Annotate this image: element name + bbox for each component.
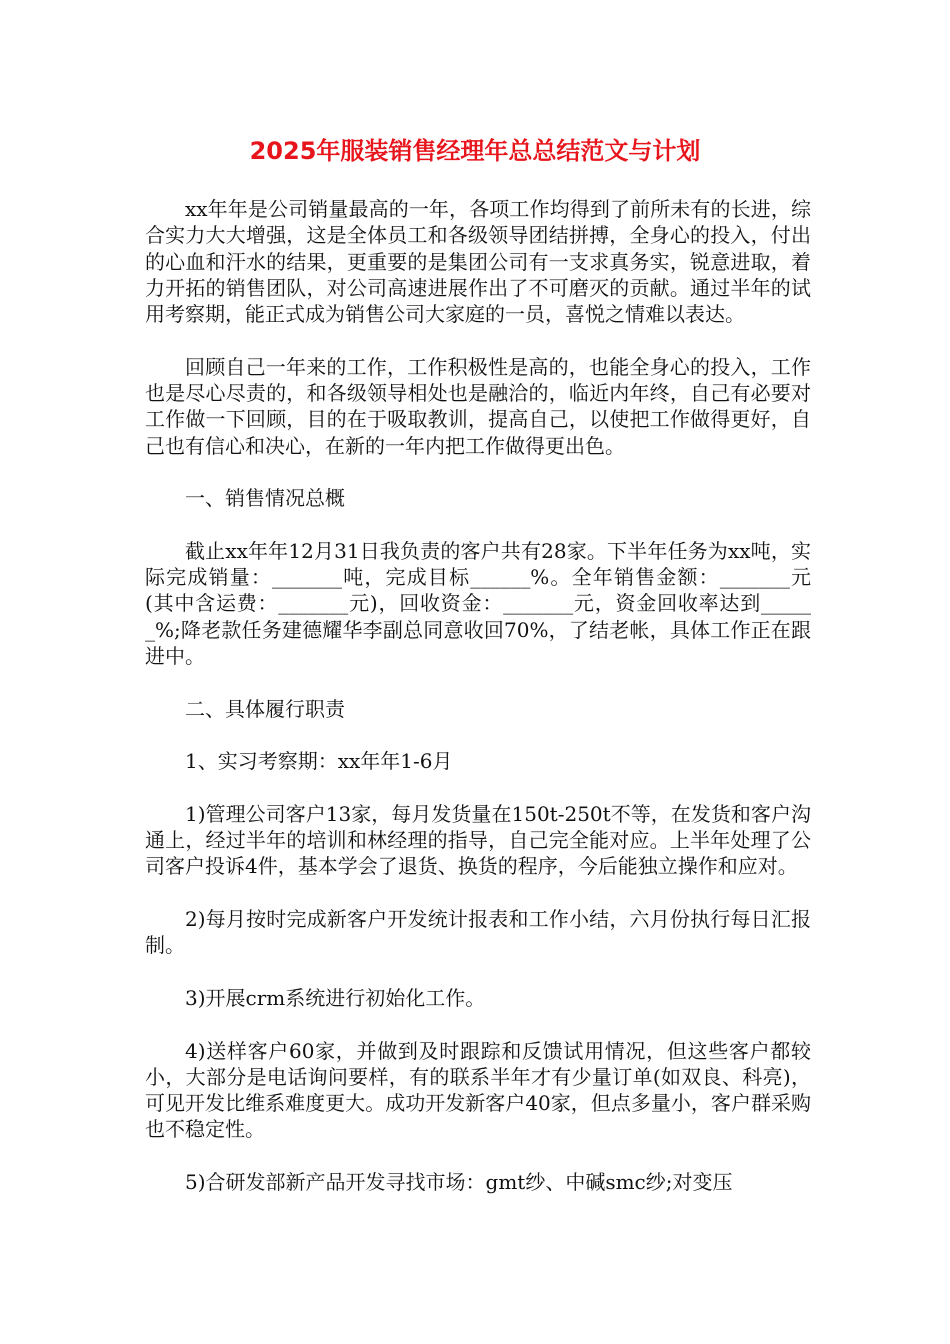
list-item-1: 1)管理公司客户13家，每月发货量在150t-250t不等，在发货和客户沟通上，经过半年的培训和林经理的指导，自己完全能对应。上半年处理了公司客户投诉4件，基本学会了退货、换货的程序，今后能独立操作和应对。 [145, 801, 811, 879]
document-body [145, 196, 811, 1222]
list-item-5: 5)合研发部新产品开发寻找市场：gmt纱、中碱smc纱;对变压 [185, 1169, 733, 1194]
paragraph-intro: xx年年是公司销量最高的一年，各项工作均得到了前所未有的长进，综合实力大大增强，这是全体员工和各级领导团结拼搏，全身心的投入，付出的心血和汗水的结果，更重要的是集团公司有一支求真务实，锐意进取，着力开拓的销售团队，对公司高速进展作出了不可磨灭的贡献。通过半年的试用考察期，能正式成为销售公司大家庭的一员，喜悦之情难以表达。 [145, 197, 811, 327]
document-title: 2025年服装销售经理年总总结范文与计划 [249, 137, 701, 165]
list-item-2: 2)每月按时完成新客户开发统计报表和工作小结，六月份执行每日汇报制。 [145, 907, 811, 958]
subheading-probation-period: 1、实习考察期：xx年年1-6月 [185, 749, 453, 774]
section-heading-duties: 二、具体履行职责 [185, 696, 345, 721]
section-heading-sales-overview: 一、销售情况总概 [185, 486, 345, 511]
paragraph-review: 回顾自己一年来的工作，工作积极性是高的，也能全身心的投入，工作也是尽心尽责的，和各级领导相处也是融洽的，临近内年终，自己有必要对工作做一下回顾，目的在于吸取教训，提高自己，以使把工作做得更好，自己也有信心和决心，在新的一年内把工作做得更出色。 [145, 354, 811, 458]
list-item-3: 3)开展crm系统进行初始化工作。 [185, 985, 486, 1010]
paragraph-sales-figures: 截止xx年年12月31日我负责的客户共有28家。下半年任务为xx吨，实际完成销量：_______吨，完成目标______%。全年销售金额：_______元(其中含运费：_______元)，回收资金：_______元，资金回收率达到______%;降老款任务建德耀华李副总同意收回70%，了结老帐，具体工作正在跟进中。 [145, 538, 811, 669]
list-item-4: 4)送样客户60家，并做到及时跟踪和反馈试用情况，但这些客户都较小，大部分是电话询问要样，有的联系半年才有少量订单(如双良、科亮)，可见开发比维系难度更大。成功开发新客户40家，但点多量小，客户群采购也不稳定性。 [145, 1038, 811, 1142]
